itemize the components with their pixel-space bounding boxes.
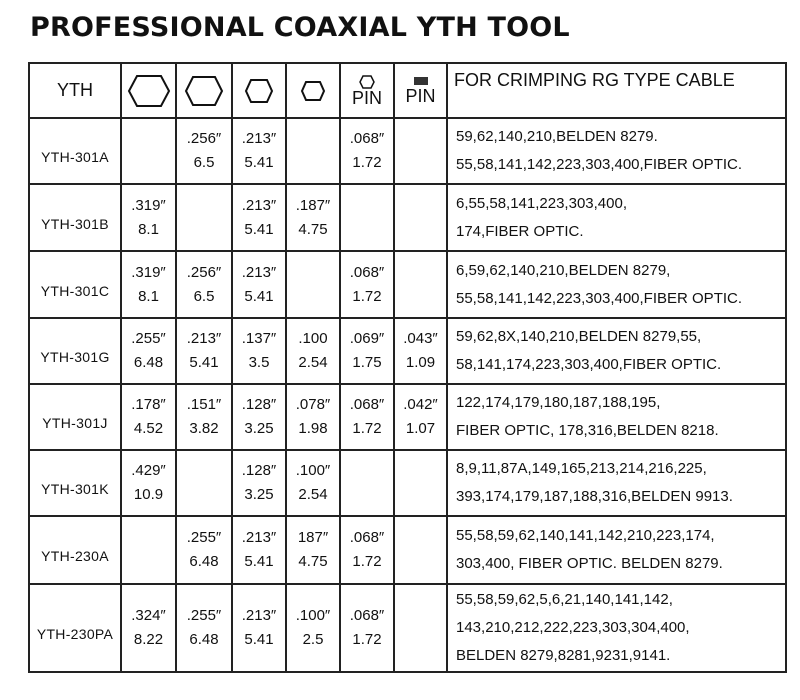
mm-value: 2.54	[298, 486, 328, 503]
inch-value: .324″	[131, 607, 166, 624]
table-row	[29, 450, 786, 516]
mm-value: 6.48	[189, 553, 219, 570]
mm-value: 4.75	[298, 553, 328, 570]
inch-value: .128″	[241, 396, 277, 413]
cable-types-line: 55,58,141,142,223,303,400,FIBER OPTIC.	[456, 289, 743, 307]
inch-value: .068″	[349, 396, 385, 413]
inch-value: 187″	[297, 529, 329, 546]
inch-value: .256″	[186, 130, 222, 147]
inch-value: .068″	[349, 263, 385, 281]
mm-value: 10.9	[133, 486, 164, 503]
inch-value: .256″	[186, 263, 222, 281]
cable-types-line: 6,59,62,140,210,BELDEN 8279,	[456, 261, 671, 279]
table-row	[29, 184, 786, 251]
header-pin-1: PIN	[351, 87, 382, 108]
inch-value: .255″	[186, 529, 222, 546]
cable-types-line: 122,174,179,180,187,188,195,	[456, 394, 661, 411]
cable-types-line: FIBER OPTIC, 178,316,BELDEN 8218.	[456, 422, 719, 439]
model-name: YTH-301C	[40, 282, 110, 299]
mm-value: 5.41	[189, 354, 219, 371]
inch-value: .100″	[295, 462, 331, 479]
mm-value: 3.5	[248, 354, 270, 371]
inch-value: .078″	[295, 396, 331, 413]
model-name: YTH-301G	[40, 349, 110, 365]
mm-value: 5.41	[244, 287, 274, 305]
table-row	[29, 318, 786, 384]
mm-value: 1.72	[352, 631, 382, 648]
inch-value: .151″	[186, 396, 222, 413]
model-name: YTH-301K	[41, 481, 109, 497]
inch-value: .178″	[131, 396, 166, 413]
mm-value: 1.07	[405, 420, 436, 437]
mm-value: 6.5	[193, 154, 215, 171]
inch-value: .319″	[131, 263, 166, 281]
mm-value: 8.1	[138, 287, 159, 305]
hex-icon-large	[127, 74, 171, 108]
mm-value: 6.48	[133, 354, 164, 371]
inch-value: .043″	[403, 330, 438, 347]
cable-types-line: BELDEN 8279,8281,9231,9141.	[456, 647, 671, 664]
header-pin-2: PIN	[405, 85, 436, 106]
cable-types-line: 303,400, FIBER OPTIC. BELDEN 8279.	[456, 555, 723, 572]
mm-value: 1.72	[352, 553, 382, 570]
mm-value: 2.5	[302, 631, 324, 648]
mm-value: 8.22	[133, 631, 164, 648]
mm-value: 1.09	[405, 354, 436, 371]
mm-value: 6.5	[193, 287, 215, 305]
mm-value: 1.75	[352, 354, 382, 371]
inch-value: .319″	[131, 196, 166, 214]
mm-value: 3.25	[244, 420, 274, 437]
inch-value: .137″	[241, 330, 277, 347]
hex-icon-small	[300, 80, 326, 102]
cable-types-line: 143,210,212,222,223,303,304,400,	[456, 619, 690, 636]
cable-types-line: 55,58,141,142,223,303,400,FIBER OPTIC.	[456, 156, 743, 173]
specification-table	[28, 62, 787, 673]
mm-value: 6.48	[189, 631, 219, 648]
inch-value: .100″	[295, 607, 331, 624]
inch-value: .213″	[186, 330, 222, 347]
hex-icon-large	[184, 75, 224, 107]
inch-value: .042″	[403, 396, 438, 413]
mm-value: 2.54	[298, 354, 328, 371]
inch-value: .069″	[349, 330, 385, 347]
mm-value: 5.41	[244, 553, 274, 570]
cable-types-line: 393,174,179,187,188,316,BELDEN 9913.	[456, 488, 733, 505]
mm-value: 1.72	[352, 154, 382, 171]
inch-value: .213″	[241, 529, 277, 546]
model-name: YTH-301A	[41, 149, 109, 165]
inch-value: .213″	[241, 130, 277, 147]
table-row	[29, 118, 786, 184]
cable-types-line: 6,55,58,141,223,303,400,	[456, 194, 627, 212]
inch-value: .068″	[349, 529, 385, 546]
pin-hex-icon	[359, 75, 375, 89]
mm-value: 1.72	[352, 420, 382, 437]
mm-value: 1.72	[352, 287, 382, 305]
inch-value: .128″	[241, 462, 277, 479]
inch-value: .213″	[241, 607, 277, 624]
cable-types-line: 8,9,11,87A,149,165,213,214,216,225,	[456, 460, 707, 477]
cable-types-line: 55,58,59,62,5,6,21,140,141,142,	[456, 591, 673, 608]
table-row	[29, 384, 786, 450]
cable-types-line: 55,58,59,62,140,141,142,210,223,174,	[456, 527, 715, 544]
model-name: YTH-230A	[41, 548, 109, 564]
mm-value: 8.1	[138, 220, 159, 238]
inch-value: .068″	[349, 607, 385, 624]
mm-value: 5.41	[244, 631, 274, 648]
inch-value: .255″	[131, 330, 166, 347]
inch-value: .100	[298, 330, 328, 347]
header-description: FOR CRIMPING RG TYPE CABLE	[447, 63, 786, 118]
mm-value: 4.75	[298, 220, 328, 238]
inch-value: .213″	[241, 196, 277, 214]
model-name: YTH-301J	[42, 415, 108, 431]
mm-value: 5.41	[244, 220, 274, 238]
page-title: PROFESSIONAL COAXIAL YTH TOOL	[30, 12, 570, 43]
model-name: YTH-230PA	[36, 626, 114, 642]
inch-value: .255″	[186, 607, 222, 624]
mm-value: 1.98	[298, 420, 328, 437]
header-model: YTH	[29, 63, 121, 118]
cable-types-line: 174,FIBER OPTIC.	[456, 222, 584, 240]
inch-value: .187″	[295, 196, 331, 214]
table-row	[29, 251, 786, 318]
inch-value: .429″	[131, 462, 166, 479]
header-row	[29, 63, 786, 118]
inch-value: .068″	[349, 130, 385, 147]
hex-icon-medium	[244, 78, 274, 104]
cable-types-line: 58,141,174,223,303,400,FIBER OPTIC.	[456, 356, 722, 373]
mm-value: 5.41	[244, 154, 274, 171]
inch-value: .213″	[241, 263, 277, 281]
mm-value: 3.25	[244, 486, 274, 503]
cable-types-line: 59,62,140,210,BELDEN 8279.	[456, 128, 658, 145]
pin-square-icon	[414, 77, 428, 85]
mm-value: 3.82	[189, 420, 219, 437]
mm-value: 4.52	[133, 420, 164, 437]
model-name: YTH-301B	[41, 215, 109, 232]
cable-types-line: 59,62,8X,140,210,BELDEN 8279,55,	[456, 328, 702, 345]
table-row	[29, 516, 786, 584]
table-row	[29, 584, 786, 672]
